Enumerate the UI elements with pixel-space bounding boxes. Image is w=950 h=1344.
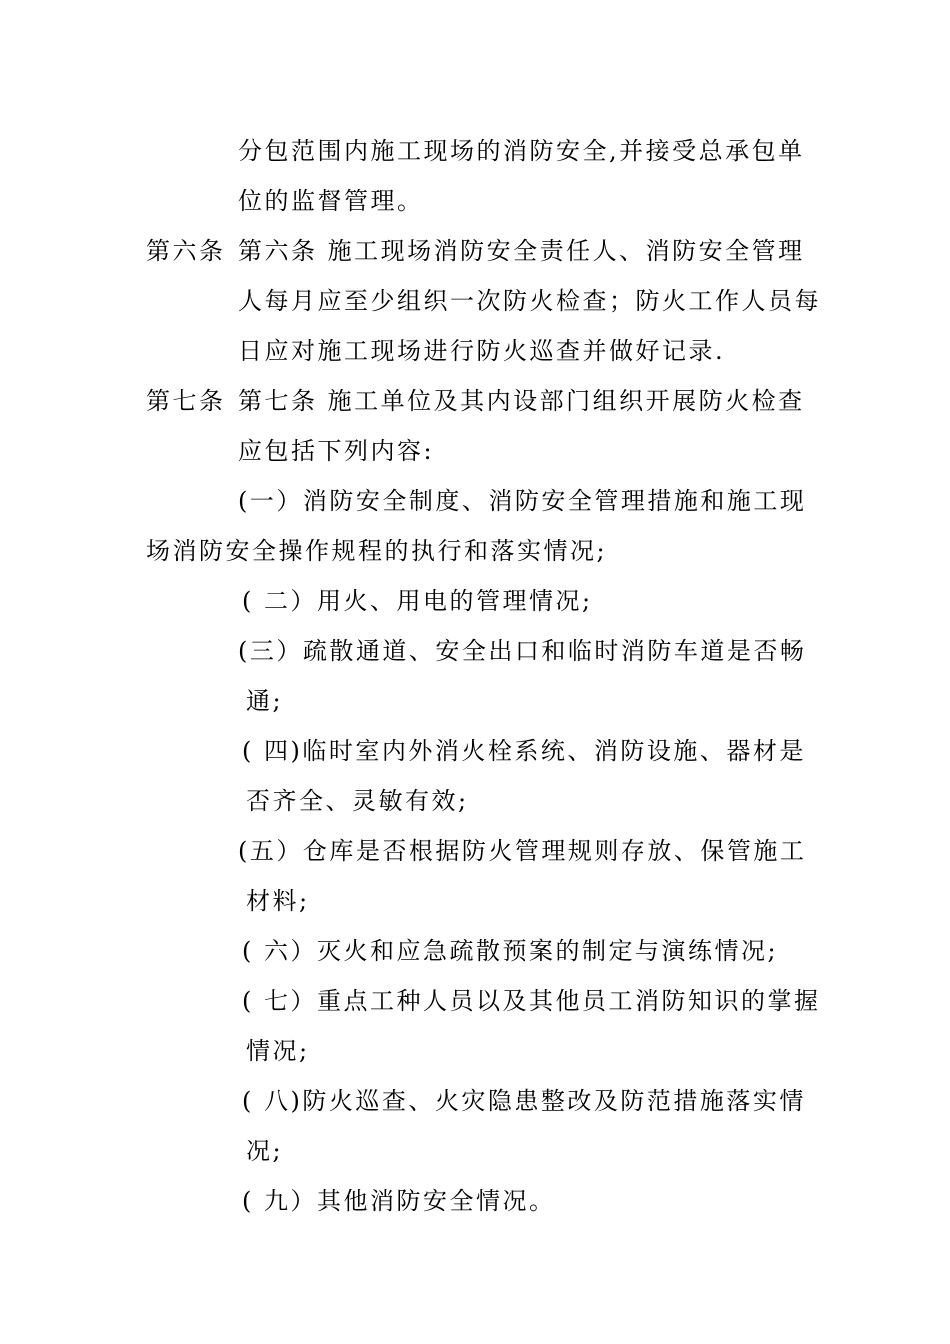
item-3-line-1: (三）疏散通道、安全出口和临时消防车道是否畅 bbox=[238, 637, 807, 665]
item-1-line-1: (一）消防安全制度、消防安全管理措施和施工现 bbox=[238, 487, 807, 515]
article-7-line-1: 第七条 施工单位及其内设部门组织开展防火检查 bbox=[238, 387, 805, 415]
article-7-label: 第七条 bbox=[146, 387, 226, 415]
item-4-line-1: ( 四)临时室内外消火栓系统、消防设施、器材是 bbox=[242, 737, 806, 765]
item-7-line-1: ( 七）重点工种人员以及其他员工消防知识的掌握 bbox=[242, 987, 821, 1015]
item-3-line-2: 通; bbox=[246, 687, 284, 715]
item-9-line-1: ( 九）其他消防安全情况。 bbox=[242, 1187, 556, 1215]
item-2-line-1: ( 二）用火、用电的管理情况; bbox=[242, 587, 593, 615]
article-6-line-3: 日应对施工现场进行防火巡查并做好记录. bbox=[238, 337, 726, 365]
item-5-line-2: 材料; bbox=[246, 887, 310, 915]
intro-line-1: 分包范围内施工现场的消防安全,并接受总承包单 bbox=[238, 137, 805, 165]
item-4-line-2: 否齐全、灵敏有效; bbox=[246, 787, 469, 815]
item-7-line-2: 情况; bbox=[246, 1037, 310, 1065]
item-1-line-2: 场消防安全操作规程的执行和落实情况; bbox=[146, 537, 608, 565]
item-6-line-1: ( 六）灭火和应急疏散预案的制定与演练情况; bbox=[242, 937, 779, 965]
article-7-line-2: 应包括下列内容: bbox=[238, 437, 435, 465]
article-6-label: 第六条 bbox=[146, 237, 226, 265]
article-6-line-2: 人每月应至少组织一次防火检查；防火工作人员每 bbox=[238, 287, 821, 315]
item-5-line-1: (五）仓库是否根据防火管理规则存放、保管施工 bbox=[238, 837, 807, 865]
article-6-line-1: 第六条 施工现场消防安全责任人、消防安全管理 bbox=[238, 237, 805, 265]
item-8-line-1: ( 八)防火巡查、火灾隐患整改及防范措施落实情 bbox=[242, 1087, 806, 1115]
item-8-line-2: 况; bbox=[246, 1137, 284, 1165]
intro-line-2: 位的监督管理。 bbox=[238, 187, 424, 215]
